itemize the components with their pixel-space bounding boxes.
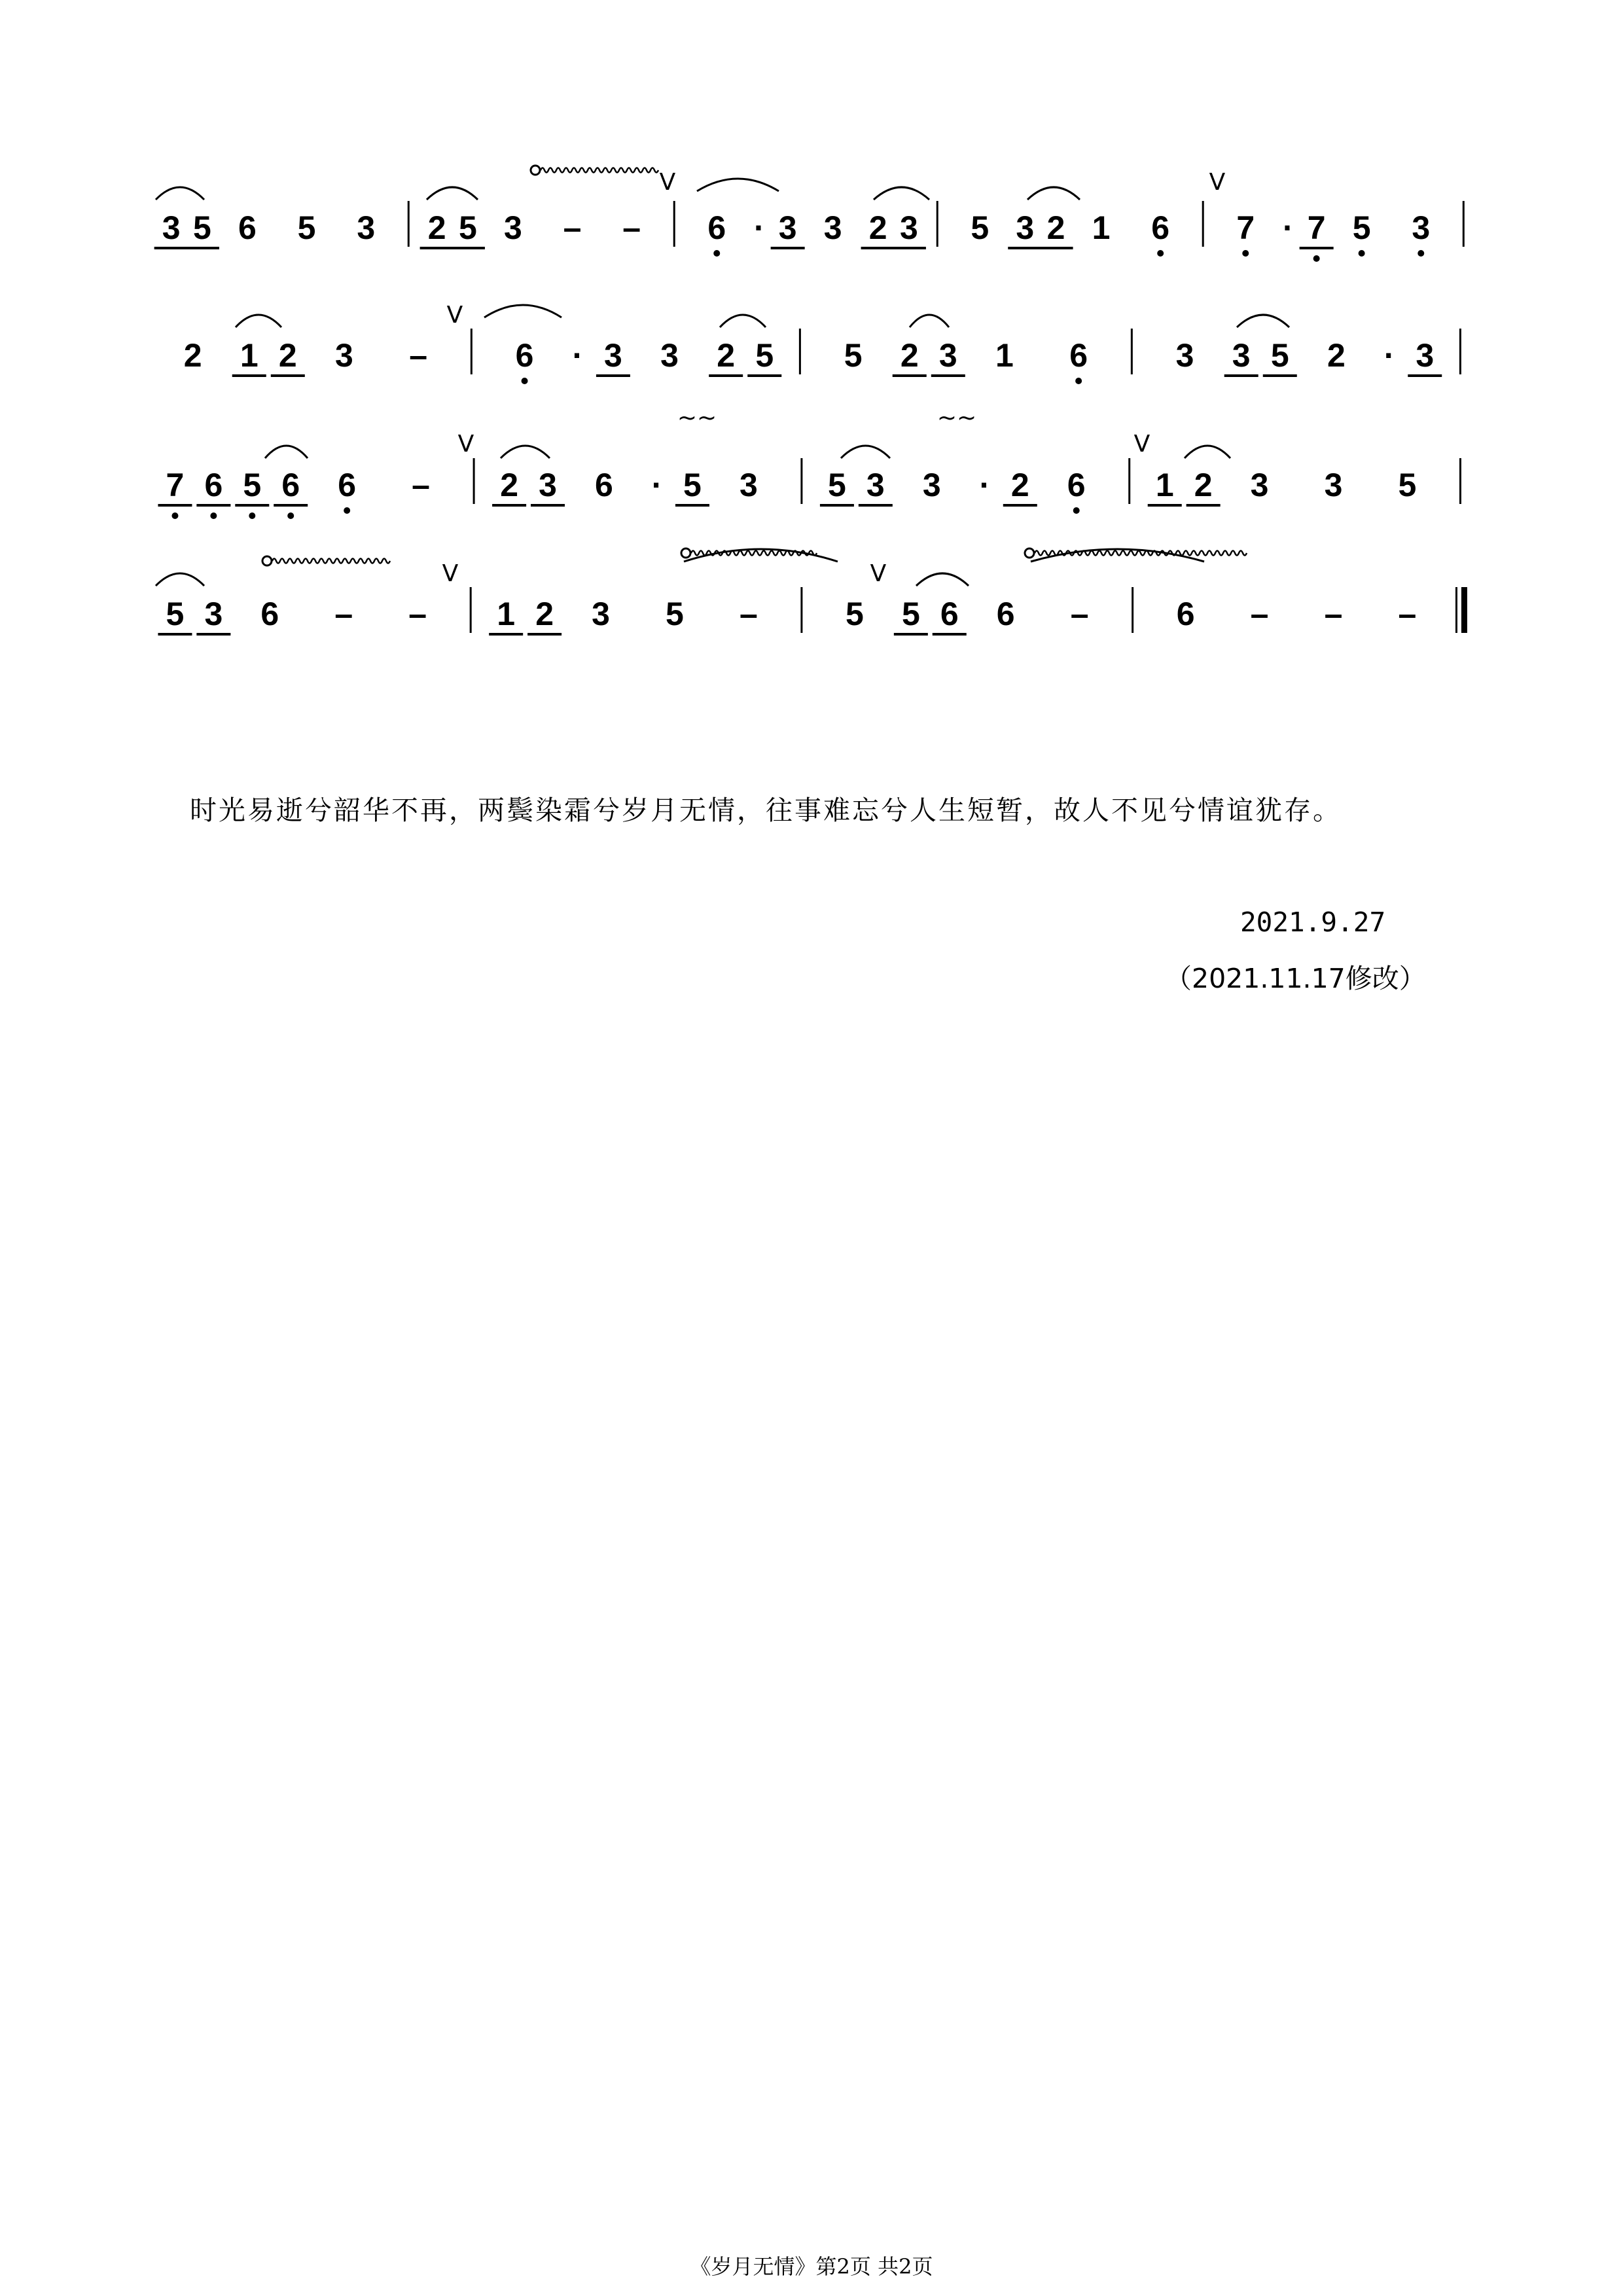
note: 3: [1412, 209, 1431, 246]
note: 2: [183, 337, 202, 374]
note: 1: [995, 337, 1014, 374]
note: 3: [357, 209, 376, 246]
composition-date: 2021.9.27: [1240, 906, 1386, 938]
low-octave-dot: [1242, 250, 1249, 257]
dot-note: ·: [1383, 337, 1395, 374]
note: 5: [666, 596, 684, 632]
low-octave-dot: [522, 378, 528, 384]
note: 3: [604, 337, 622, 374]
note: 3: [899, 209, 918, 246]
slur: [841, 446, 890, 458]
slur: [501, 446, 550, 458]
dash-note: –: [412, 467, 430, 503]
note: 2: [1010, 467, 1029, 503]
note: 6: [996, 596, 1015, 632]
dash-note: –: [1324, 596, 1343, 632]
slur: [427, 187, 478, 200]
low-octave-dot: [171, 512, 178, 519]
low-octave-dot: [1359, 250, 1365, 257]
low-octave-dot: [713, 250, 720, 257]
note: 6: [281, 467, 300, 503]
dash-note: –: [408, 596, 427, 632]
breath-mark: V: [1133, 431, 1150, 457]
vibrato-start-circle: [1025, 548, 1034, 558]
dot-note: ·: [572, 337, 584, 374]
low-octave-dot: [1075, 378, 1082, 384]
dot-note: ·: [651, 467, 663, 503]
note: 6: [338, 467, 357, 503]
poem-text: 时光易逝兮韶华不再，两鬓染霜兮岁月无情，往事难忘兮人生短暂，故人不见兮情谊犹存。: [190, 795, 1342, 826]
slur: [720, 315, 766, 327]
note: 3: [503, 209, 522, 246]
note: 3: [335, 337, 353, 374]
low-octave-dot: [1073, 507, 1080, 514]
note: 3: [866, 467, 885, 503]
trill-mark: ~~: [936, 404, 977, 431]
note: 5: [459, 209, 477, 246]
note: 3: [162, 209, 181, 246]
note: 7: [1307, 209, 1326, 246]
slur: [916, 573, 969, 586]
breath-mark: V: [870, 560, 887, 587]
note: 3: [739, 467, 758, 503]
note: 5: [755, 337, 774, 374]
note: 6: [1067, 467, 1086, 503]
dash-note: –: [622, 209, 641, 246]
low-octave-dot: [344, 507, 350, 514]
note: 2: [1327, 337, 1346, 374]
note: 2: [427, 209, 446, 246]
note: 2: [868, 209, 887, 246]
breath-mark: V: [1209, 169, 1226, 196]
note: 5: [243, 467, 262, 503]
vibrato-start-circle: [262, 556, 272, 565]
dash-note: –: [334, 596, 353, 632]
page-footer: 《岁月无情》第2页 共2页: [690, 2254, 933, 2279]
note: 3: [1232, 337, 1251, 374]
low-octave-dot: [1418, 250, 1424, 257]
note: 5: [1398, 467, 1417, 503]
dash-note: –: [1250, 596, 1269, 632]
note: 2: [535, 596, 554, 632]
note: 6: [260, 596, 279, 632]
note: 5: [1270, 337, 1289, 374]
note: 3: [1175, 337, 1194, 374]
low-octave-dot: [249, 512, 255, 519]
note: 2: [900, 337, 919, 374]
note: 6: [204, 467, 223, 503]
slur: [910, 315, 949, 327]
note: 6: [595, 467, 613, 503]
note: 3: [1250, 467, 1269, 503]
slur: [1027, 187, 1080, 200]
vibrato-wavy-line: [1035, 551, 1247, 556]
note: 7: [1236, 209, 1255, 246]
note: 3: [778, 209, 797, 246]
low-octave-dot: [1157, 250, 1164, 257]
trill-mark: ~~: [677, 404, 717, 431]
dash-note: –: [409, 337, 428, 374]
dash-note: –: [1398, 596, 1417, 632]
note: 6: [515, 337, 534, 374]
note: 5: [844, 337, 863, 374]
note: 3: [1416, 337, 1435, 374]
note: 1: [240, 337, 259, 374]
dash-note: –: [563, 209, 582, 246]
vibrato-start-circle: [531, 166, 540, 175]
slur: [156, 187, 204, 200]
note: 2: [1194, 467, 1213, 503]
breath-mark: V: [457, 431, 474, 457]
note: 3: [938, 337, 957, 374]
slur: [156, 573, 204, 586]
note: 2: [278, 337, 297, 374]
slur: [697, 179, 779, 191]
note: 5: [683, 467, 702, 503]
note: 5: [846, 596, 864, 632]
slur: [265, 446, 308, 458]
note: 2: [500, 467, 519, 503]
dot-note: ·: [753, 209, 765, 246]
note: 2: [717, 337, 736, 374]
note: 6: [707, 209, 726, 246]
score-notes: [154, 201, 1465, 634]
low-octave-dot: [287, 512, 294, 519]
slur: [484, 305, 562, 317]
breath-mark: V: [659, 169, 676, 196]
note: 5: [166, 596, 185, 632]
breath-mark: V: [446, 302, 463, 329]
note: 1: [497, 596, 516, 632]
note: 3: [204, 596, 223, 632]
note: 7: [166, 467, 185, 503]
vibrato-wavy-line: [272, 559, 390, 564]
vibrato-wavy-line: [541, 168, 658, 173]
slur: [1185, 446, 1230, 458]
note: 5: [1352, 209, 1371, 246]
note: 3: [592, 596, 610, 632]
dash-note: –: [1070, 596, 1089, 632]
note: 5: [828, 467, 846, 503]
vibrato-start-circle: [681, 548, 690, 558]
dot-note: ·: [1282, 209, 1294, 246]
note: 2: [1046, 209, 1065, 246]
note: 3: [660, 337, 679, 374]
note: 6: [238, 209, 257, 246]
low-octave-dot: [210, 512, 217, 519]
note: 6: [1069, 337, 1088, 374]
note: 5: [297, 209, 316, 246]
note: 3: [1324, 467, 1343, 503]
note: 1: [1092, 209, 1111, 246]
slur: [1237, 315, 1289, 327]
note: 3: [539, 467, 557, 503]
breath-mark: V: [442, 560, 459, 587]
note: 6: [1176, 596, 1195, 632]
revision-date: （2021.11.17修改）: [1165, 963, 1426, 994]
note: 3: [1016, 209, 1035, 246]
slur: [236, 315, 281, 327]
dot-note: ·: [979, 467, 991, 503]
note: 6: [1151, 209, 1170, 246]
note: 5: [971, 209, 990, 246]
note: 5: [901, 596, 920, 632]
note: 5: [193, 209, 211, 246]
dash-note: –: [739, 596, 758, 632]
note: 1: [1155, 467, 1174, 503]
slur: [874, 187, 929, 200]
note: 6: [940, 596, 959, 632]
note: 3: [922, 467, 941, 503]
note: 3: [823, 209, 842, 246]
low-octave-dot: [1313, 255, 1320, 262]
jianpu-score: [0, 0, 1623, 720]
